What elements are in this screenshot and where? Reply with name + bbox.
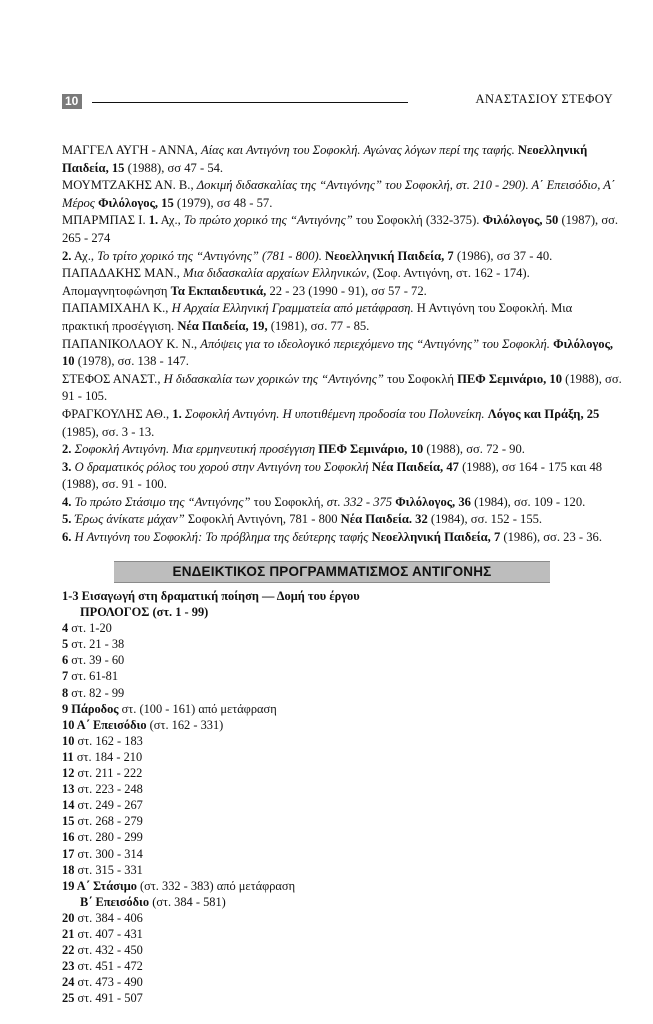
bold-text: 10 <box>62 733 75 748</box>
bibliography <box>62 142 622 547</box>
text: στ. 268 - 279 <box>74 814 143 829</box>
bibliography-entry <box>62 371 622 406</box>
bold-text: 5. <box>62 512 72 527</box>
program-line <box>62 588 562 604</box>
text: ΜΠΑΡΜΠΑΣ Ι. <box>62 213 149 228</box>
bold-text: 1-3 Εισαγωγή στη δραματική ποίηση — Δομή του έργου <box>62 589 360 603</box>
text: (1984), σσ. 109 - 120. <box>470 494 586 509</box>
italic-text: Η Αρχαία Ελληνική Γραμματεία από μετάφραση. <box>171 301 417 316</box>
page-number: 10 <box>62 94 82 109</box>
text: ΠΑΠΑΜΙΧΑΗΛ Κ., <box>62 301 172 316</box>
bibliography-entry <box>62 142 622 177</box>
bold-text: 21 <box>62 926 75 941</box>
bold-text: Β΄ Επεισόδιο <box>80 894 150 909</box>
program-line <box>62 958 562 974</box>
italic-text: Το πρώτο χορικό της “Αντιγόνης” <box>183 213 353 228</box>
text: στ. 162 - 183 <box>74 733 143 748</box>
text: (1985), σσ. 3 - 13. <box>62 424 155 439</box>
bold-text: 12 <box>62 766 75 781</box>
program-list <box>62 588 562 1006</box>
bold-text: 17 <box>62 846 75 861</box>
text: Αχ., <box>158 213 184 228</box>
bold-text: 2. <box>62 248 72 263</box>
text: (1984), σσ. 152 - 155. <box>427 512 543 527</box>
bold-text: 6. <box>62 530 72 545</box>
bold-text: Φιλόλογος, 50 <box>482 213 559 228</box>
bold-text: 19 Α΄ Στάσιμο <box>62 878 137 893</box>
text: (1981), σσ. 77 - 85. <box>267 318 370 333</box>
bold-text: 10 Α΄ Επεισόδιο <box>62 717 147 732</box>
text: στ. 39 - 60 <box>68 653 125 668</box>
program-line <box>62 910 562 926</box>
italic-text: Σοφοκλή Αντιγόνη. Η υποτιθέμενη προδοσία του Πολυνείκη. <box>181 406 488 421</box>
program-line <box>62 797 562 813</box>
bibliography-entry <box>62 300 622 335</box>
program-line <box>62 620 562 636</box>
bibliography-entry <box>62 511 622 529</box>
bibliography-entry <box>62 212 622 247</box>
program-line <box>62 829 562 845</box>
text: (1978), σσ. 138 - 147. <box>74 354 189 369</box>
bold-text: 14 <box>62 798 75 813</box>
text: 22 - 23 (1990 - 91), σσ 57 - 72. <box>266 283 427 298</box>
bold-text: 1. <box>172 406 182 421</box>
bold-text: Νέα Παιδεία. 32 <box>340 512 428 527</box>
program-line <box>62 781 562 797</box>
italic-text: Το τρίτο χορικό της “Αντιγόνης” (781 - 800). <box>97 248 326 263</box>
text: στ. 211 - 222 <box>74 766 143 781</box>
bold-text: 7 <box>62 669 69 684</box>
text: στ. 315 - 331 <box>74 862 143 877</box>
bold-text: 6 <box>62 653 69 668</box>
program-line <box>62 862 562 878</box>
text: στ. 223 - 248 <box>74 782 143 797</box>
bold-text: Λόγος και Πράξη, 25 <box>487 406 600 421</box>
italic-text: Η Αντιγόνη του Σοφοκλή: Το πρόβλημα της δεύτερης ταφής <box>71 530 372 545</box>
bold-text: 22 <box>62 943 75 958</box>
bold-text: 2. <box>62 442 72 457</box>
bold-text: Τα Εκπαιδευτικά, <box>170 283 267 298</box>
text: στ. 384 - 406 <box>74 910 143 925</box>
italic-text: Αίας και Αντιγόνη του Σοφοκλή. Αγώνας λόγων περί της ταφής. <box>200 143 518 157</box>
text: στ. 432 - 450 <box>74 943 143 958</box>
program-line <box>62 878 562 894</box>
text: στ. 407 - 431 <box>74 926 143 941</box>
program-line <box>62 652 562 668</box>
bold-text: Φιλόλογος, 36 <box>395 494 471 509</box>
header-rule <box>92 102 408 103</box>
bold-text: 20 <box>62 910 75 925</box>
bold-text: 4. <box>62 494 72 509</box>
italic-text: στ. 332 - 375 <box>326 494 396 509</box>
program-line <box>62 765 562 781</box>
bold-text: Νεοελληνική Παιδεία, 7 <box>325 248 454 263</box>
text: ΠΑΠΑΝΙΚΟΛΑΟΥ Κ. Ν., <box>62 336 201 351</box>
text: στ. 473 - 490 <box>74 975 143 990</box>
text: ΦΡΑΓΚΟΥΛΗΣ ΑΘ., <box>62 406 173 421</box>
bold-text: 5 <box>62 637 69 652</box>
bold-text: 11 <box>62 749 74 764</box>
text: του Σοφοκλή (332-375). <box>352 213 483 228</box>
program-line <box>62 701 562 717</box>
bold-text: Νέα Παιδεία, 19, <box>177 318 268 333</box>
program-line <box>62 990 562 1006</box>
text: ΜΟΥΜΤΖΑΚΗΣ ΑΝ. Β., <box>62 178 197 193</box>
text: (στ. 162 - 331) <box>146 717 224 732</box>
bold-text: 24 <box>62 975 75 990</box>
bold-text: ΠΕΦ Σεμινάριο, 10 <box>457 371 563 386</box>
text: στ. 491 - 507 <box>74 991 143 1006</box>
text: του Σοφοκλή, <box>250 494 327 509</box>
bibliography-entry <box>62 265 622 300</box>
bold-text: Νεοελληνική Παιδεία, 15 <box>62 143 588 175</box>
bibliography-entry <box>62 177 622 212</box>
text: στ. (100 - 161) από μετάφραση <box>118 701 277 716</box>
text: (1986), σσ. 23 - 36. <box>500 530 602 545</box>
text: στ. 184 - 210 <box>73 749 143 764</box>
bibliography-entry <box>62 494 622 512</box>
text: (1988), σσ. 72 - 90. <box>423 442 525 457</box>
bibliography-entry <box>62 406 622 441</box>
bold-text: Φιλόλογος, 15 <box>98 195 174 210</box>
text: (στ. 384 - 581) <box>149 894 226 909</box>
text: (1986), σσ 37 - 40. <box>453 248 553 263</box>
bold-text: 25 <box>62 991 75 1006</box>
program-line <box>62 717 562 733</box>
bold-text: Νεοελληνική Παιδεία, 7 <box>371 530 501 545</box>
text: στ. 82 - 99 <box>68 685 125 700</box>
bold-text: Φιλόλογος, 10 <box>62 336 614 369</box>
bibliography-entry <box>62 441 622 459</box>
text: (1988), σσ 164 - 175 και 48 (1988), σσ. 91 - 100. <box>62 459 603 492</box>
program-line <box>62 668 562 684</box>
bold-text: 8 <box>62 685 69 700</box>
program-line <box>62 636 562 652</box>
bibliography-entry <box>62 459 622 494</box>
bold-text: 3. <box>62 459 72 474</box>
program-line <box>62 604 562 620</box>
italic-text: Απόψεις για το ιδεολογικό περιεχόμενο της “Αντιγόνης” του Σοφοκλή. <box>200 336 554 351</box>
program-line <box>62 942 562 958</box>
italic-text: Μια διδασκαλία αρχαίων Ελληνικών, <box>183 266 373 281</box>
text: (Σοφ. Αντιγόνη, στ. 162 - 174). Απομαγνητοφώνηση <box>62 266 530 298</box>
text: του Σοφοκλή <box>383 371 458 386</box>
italic-text: Η διδασκαλία των χορικών της “Αντιγόνης” <box>163 371 384 386</box>
program-line <box>62 894 562 910</box>
program-line <box>62 846 562 862</box>
text: Αχ., <box>71 248 98 263</box>
bold-text: 18 <box>62 862 75 877</box>
bold-text: ΠΕΦ Σεμινάριο, 10 <box>318 442 424 457</box>
program-line <box>62 974 562 990</box>
bibliography-entry <box>62 336 622 371</box>
text: (1988), σσ. 91 - 105. <box>62 371 622 404</box>
text: στ. 300 - 314 <box>74 846 143 861</box>
bold-text: 4 <box>62 621 69 636</box>
program-line <box>62 926 562 942</box>
running-head: ΑΝΑΣΤΑΣΙΟΥ ΣΤΕΦΟΥ <box>475 92 613 106</box>
program-line <box>62 685 562 701</box>
bold-text: 16 <box>62 830 75 845</box>
italic-text: Σοφοκλή Αντιγόνη. Μια ερμηνευτική προσέγγιση <box>71 442 319 457</box>
text: στ. 1-20 <box>68 621 112 636</box>
program-line <box>62 733 562 749</box>
bold-text: 15 <box>62 814 75 829</box>
bold-text: 13 <box>62 782 75 797</box>
text: ΜΑΓΓΕΛ ΑΥΓΗ - ΑΝΝΑ, <box>62 143 201 157</box>
program-line <box>62 749 562 765</box>
bold-text: 1. <box>148 213 159 228</box>
bold-text: 23 <box>62 959 75 974</box>
text: στ. 280 - 299 <box>74 830 143 845</box>
italic-text: Ο δραματικός ρόλος του χορού στην Αντιγόνη του Σοφοκλή <box>71 459 372 474</box>
text: στ. 451 - 472 <box>74 959 143 974</box>
bold-text: ΠΡΟΛΟΓΟΣ (στ. 1 - 99) <box>80 605 209 620</box>
section-title: ΕΝΔΕΙΚΤΙΚΟΣ ΠΡΟΓΡΑΜΜΑΤΙΣΜΟΣ ΑΝΤΙΓΟΝΗΣ <box>114 561 550 583</box>
text: (στ. 332 - 383) από μετάφραση <box>136 878 296 893</box>
text: στ. 61-81 <box>68 669 119 684</box>
italic-text: Έρως άνίκατε μάχαν” <box>71 512 185 527</box>
text: (1987), σσ. 265 - 274 <box>62 213 619 245</box>
italic-text: Το πρώτο Στάσιμο της “Αντιγόνης” <box>71 494 251 509</box>
bibliography-entry <box>62 248 622 266</box>
text: (1979), σσ 48 - 57. <box>173 195 273 210</box>
bibliography-entry <box>62 529 622 547</box>
text: ΠΑΠΑΔΑΚΗΣ ΜΑΝ., <box>62 266 184 281</box>
text: ΣΤΕΦΟΣ ΑΝΑΣΤ., <box>62 371 164 386</box>
bold-text: Νέα Παιδεία, 47 <box>371 459 459 474</box>
text: Η Αντιγόνη του Σοφοκλή. Μια πρακτική προσέγγιση. <box>62 301 573 333</box>
text: (1988), σσ 47 - 54. <box>124 160 224 175</box>
program-line <box>62 813 562 829</box>
bold-text: 9 Πάροδος <box>62 701 119 716</box>
text: στ. 21 - 38 <box>68 637 125 652</box>
text: στ. 249 - 267 <box>74 798 143 813</box>
text: Σοφοκλή Αντιγόνη, 781 - 800 <box>184 512 341 527</box>
italic-text: Δοκιμή διδασκαλίας της “Αντιγόνης” του Σοφοκλή, στ. 210 - 290). Α΄ Επεισόδιο, Α΄ Μέρος <box>62 178 616 210</box>
